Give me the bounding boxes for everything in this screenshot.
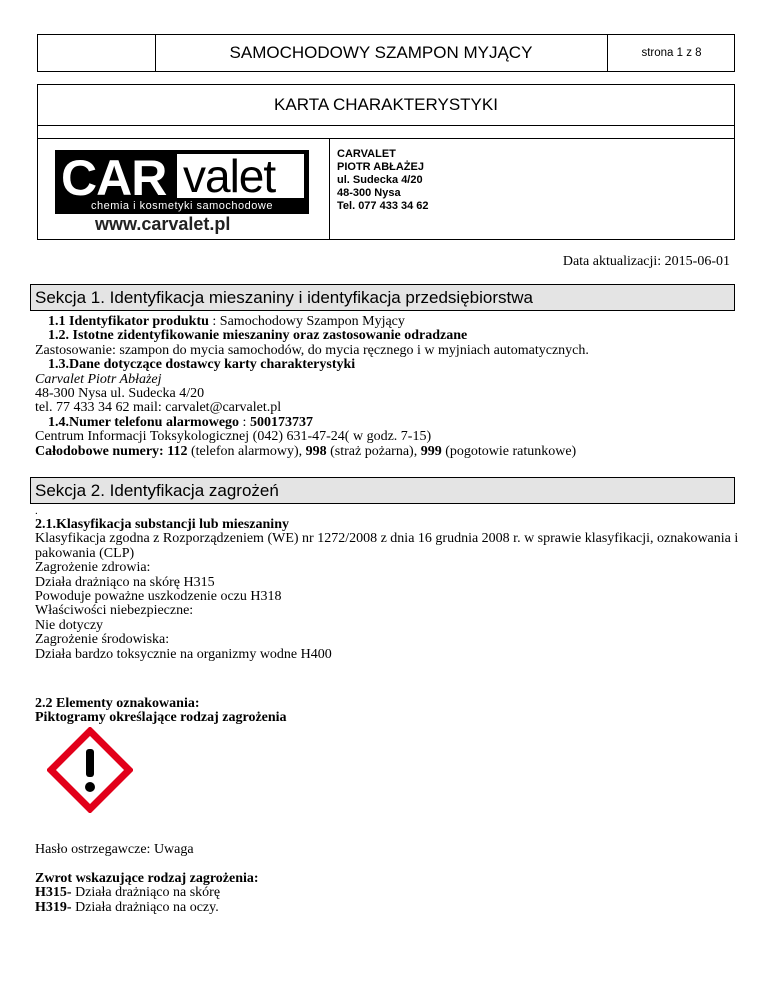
company-owner: PIOTR ABŁAŻEJ (337, 161, 424, 173)
section1-line-1 (35, 315, 740, 329)
page-number: strona 1 z 8 (641, 47, 702, 59)
strip-row (37, 125, 735, 139)
section1-line-7: tel. 77 433 34 62 mail: carvalet@carvalet.pl (35, 400, 282, 416)
heading-22 (35, 697, 740, 711)
company-info (337, 148, 429, 213)
pict-label-text: Piktogramy określające rodzaj zagrożenia (35, 710, 287, 726)
product-identifier-label: 1.1 Identyfikator produktu (48, 314, 209, 329)
props-value: Nie dotyczy (35, 617, 104, 633)
section2-title: Sekcja 2. Identyfikacja zagrożeń (35, 481, 279, 500)
h21-text: .Klasyfikacja substancji lub mieszaniny (52, 517, 289, 532)
company-street: ul. Sudecka 4/20 (337, 174, 423, 186)
signal-word: Hasło ostrzegawcze: Uwaga (35, 842, 194, 857)
section1-line-4 (35, 358, 740, 372)
emergency-998: 998 (305, 443, 327, 459)
section2-body (35, 518, 740, 662)
section1-line-10 (35, 445, 740, 459)
section1-line-2 (35, 329, 740, 343)
section2-heading-21 (35, 518, 740, 532)
supplier-heading: 1.3.Dane dotyczące dostawcy karty charakterystyki (48, 357, 356, 373)
classification-text: Klasyfikacja zgodna z Rozporządzeniem (WE) nr 1272/2008 z dnia 16 grudnia 2008 r. w sprawie klasyfikacji, oznakowania i pakowania (CLP) (35, 531, 739, 561)
logo-subtitle: chemia i kosmetyki samochodowe (91, 200, 273, 212)
h319-text: Działa drażniąco na oczy. (71, 899, 219, 915)
product-identifier-value: : Samochodowy Szampon Myjący (208, 314, 405, 329)
logo-car-text: CAR (61, 150, 167, 206)
h315-line: Działa drażniąco na skórę H315 (35, 574, 215, 590)
h319-code: H319- (35, 899, 72, 915)
section1-line-6: 48-300 Nysa ul. Sudecka 4/20 (35, 386, 205, 402)
hazard-header (35, 872, 740, 886)
company-name: CARVALET (337, 148, 396, 160)
emergency-112: Całodobowe numery: 112 (35, 443, 188, 459)
company-divider (329, 138, 330, 240)
pictogram-label (35, 711, 740, 725)
section1-line-5 (35, 373, 740, 387)
karta-title: KARTA CHARAKTERYSTYKI (274, 95, 498, 114)
supplier-name: Carvalet Piotr Abłażej (35, 371, 162, 387)
ghs07-exclamation-icon (47, 727, 133, 813)
health-label: Zagrożenie zdrowia: (35, 560, 151, 576)
emergency-phone-label: 1.4.Numer telefonu alarmowego (48, 414, 240, 430)
labelling-block (35, 697, 740, 726)
document-title: SAMOCHODOWY SZAMPON MYJĄCY (229, 43, 533, 62)
update-date: Data aktualizacji: 2015-06-01 (562, 254, 730, 269)
hazard-statements (35, 872, 740, 915)
logo-valet-text: valet (183, 150, 276, 202)
section1-line-3: Zastosowanie: szampon do mycia samochodów, do mycia ręcznego i w myjniach automatycznych. (35, 342, 589, 358)
section1-body (35, 315, 740, 459)
emergency-999: 999 (420, 443, 442, 459)
company-city: 48-300 Nysa (337, 187, 401, 199)
emergency-112-desc: (telefon alarmowy), (187, 443, 306, 459)
hazard-h315 (35, 886, 740, 900)
emergency-phone-number: 500173737 (249, 414, 313, 430)
uses-heading: 1.2. Istotne zidentyfikowanie mieszaniny oraz zastosowanie odradzane (48, 328, 468, 344)
section1-title: Sekcja 1. Identyfikacja mieszaniny i identyfikacja przedsiębiorstwa (35, 288, 533, 307)
emergency-998-desc: (straż pożarna), (326, 443, 421, 459)
section1-line-8 (35, 416, 740, 430)
emergency-999-desc: (pogotowie ratunkowe) (441, 443, 577, 459)
props-label: Właściwości niebezpieczne: (35, 603, 194, 619)
h21-num: 2.1 (35, 517, 53, 532)
h315-text: Działa drażniąco na skórę (71, 885, 221, 901)
hazard-h319 (35, 901, 740, 915)
h22-text: 2.2 Elementy oznakowania: (35, 696, 200, 711)
h318-line: Powoduje poważne uszkodzenie oczu H318 (35, 589, 282, 605)
env-label: Zagrożenie środowiska: (35, 632, 170, 648)
emergency-phone-sep: : (239, 414, 250, 430)
section1-line-9: Centrum Informacji Toksykologicznej (042) 631-47-24( w godz. 7-15) (35, 429, 432, 445)
h315-code: H315- (35, 885, 72, 901)
h400-line: Działa bardzo toksycznie na organizmy wodne H400 (35, 646, 332, 662)
hazard-header-text: Zwrot wskazujące rodzaj zagrożenia: (35, 871, 259, 886)
section2-dot: . (35, 505, 38, 517)
company-tel: Tel. 077 433 34 62 (337, 200, 429, 212)
carvalet-logo (55, 150, 309, 234)
logo-url: www.carvalet.pl (95, 214, 231, 234)
